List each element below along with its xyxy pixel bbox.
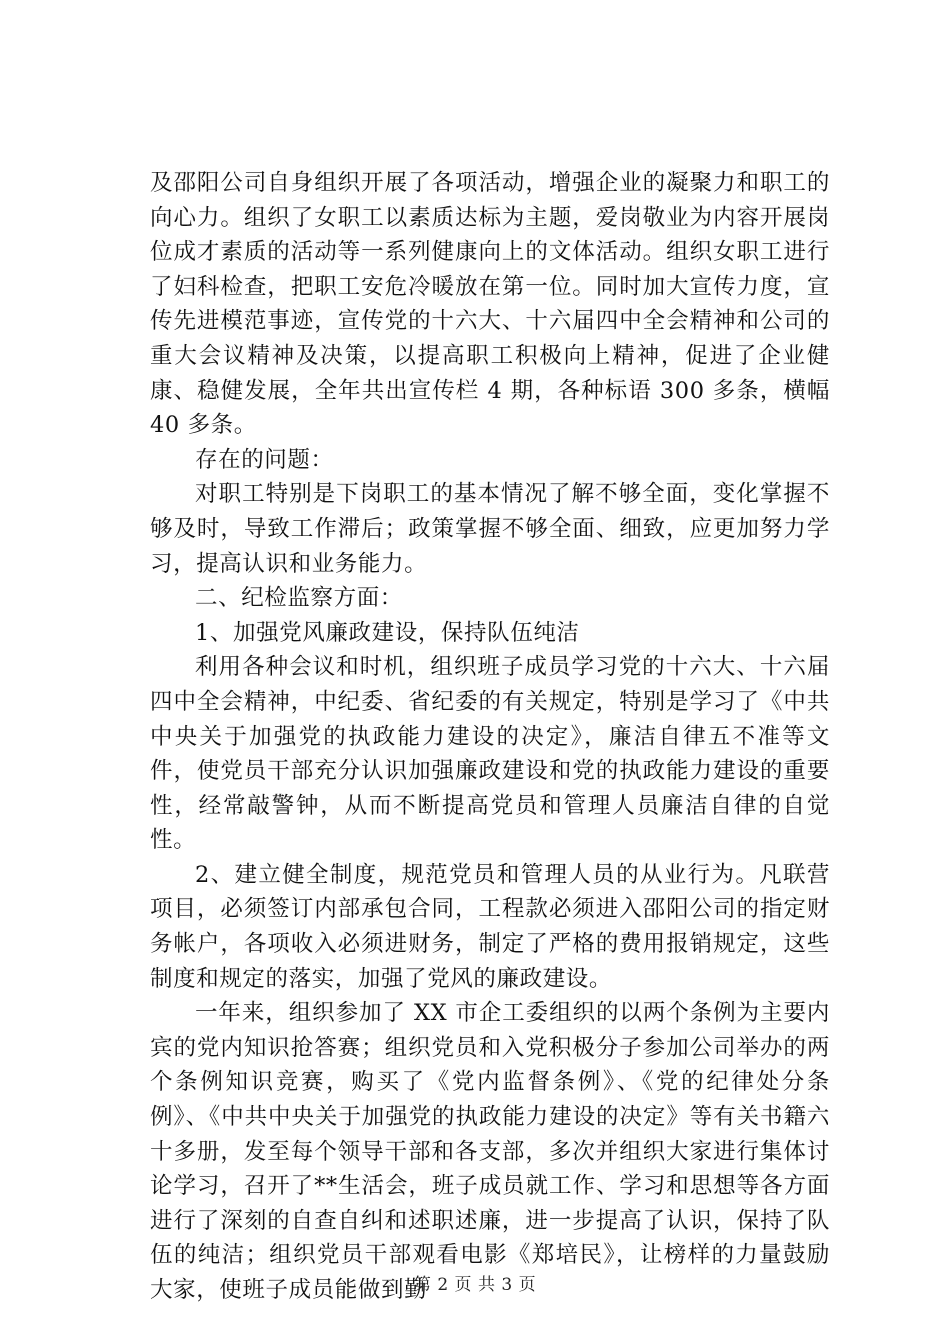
heading-existing-problems: 存在的问题： bbox=[195, 446, 334, 473]
paragraph-rules-system: 2、建立健全制度，规范党员和管理人员的从业行为。凡联营项目，必须签订内部承包合同，工程款必须进入邵阳公司的指定财务帐户，各项收入必须进财务，制定了严格的费用报销规定，这些制度和规定的落实，加强了党风的廉政建设。 bbox=[150, 861, 830, 992]
paragraph-problems: 对职工特别是下岗职工的基本情况了解不够全面，变化掌握不够及时，导致工作滞后；政策掌握不够全面、细致，应更加努力学习，提高认识和业务能力。 bbox=[150, 481, 830, 577]
paragraph-study-meetings: 利用各种会议和时机，组织班子成员学习党的十六大、十六届四中全会精神，中纪委、省纪委的有关规定，特别是学习了《中共中央关于加强党的执政能力建设的决定》，廉洁自律五不准等文件，使党员干部充分认识加强廉政建设和党的执政能力建设的重要性，经常敲警钟，从而不断提高党员和管理人员廉洁自律的自觉性。 bbox=[150, 654, 830, 854]
document-body bbox=[150, 166, 830, 1308]
page-footer: 第 2 页 共 3 页 bbox=[413, 1275, 537, 1295]
paragraph-intro-continuation: 及邵阳公司自身组织开展了各项活动，增强企业的凝聚力和职工的向心力。组织了女职工以素质达标为主题，爱岗敬业为内容开展岗位成才素质的活动等一系列健康向上的文体活动。组织女职工进行了妇科检查，把职工安危冷暖放在第一位。同时加大宣传力度，宣传先进模范事迹，宣传党的十六大、十六届四中全会精神和公司的重大会议精神及决策，以提高职工积极向上精神，促进了企业健康、稳健发展，全年共出宣传栏 4 期，各种标语 300 多条，横幅 40 多条。 bbox=[150, 170, 830, 439]
heading-discipline-inspection: 二、纪检监察方面： bbox=[195, 585, 403, 612]
subheading-party-conduct: 1、加强党风廉政建设，保持队伍纯洁 bbox=[195, 619, 580, 646]
paragraph-year-activities: 一年来，组织参加了 XX 市企工委组织的以两个条例为主要内宾的党内知识抢答赛；组织党员和入党积极分子参加公司举办的两个条例知识竞赛，购买了《党内监督条例》、《党的纪律处分条例》、《中共中央关于加强党的执政能力建设的决定》等有关书籍六十多册，发至每个领导干部和各支部，多次并组织大家进行集体讨论学习，召开了**生活会，班子成员就工作、学习和思想等各方面进行了深刻的自查自纠和述职述廉，进一步提高了认识，保持了队伍的纯洁；组织党员干部观看电影《郑培民》，让榜样的力量鼓励大家，使班子成员能做到勤 bbox=[150, 1000, 830, 1303]
